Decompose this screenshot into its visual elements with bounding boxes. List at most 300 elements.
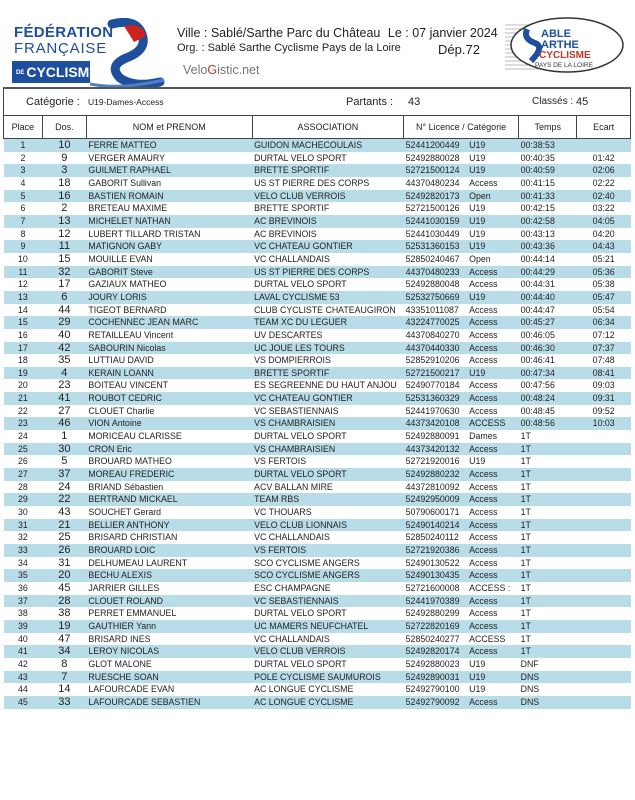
cell-time: 00:44:29 <box>519 266 577 279</box>
cell-rider-name: ROUBOT CEDRIC <box>86 392 252 405</box>
cell-gap: 01:42 <box>577 152 631 165</box>
cell-gap <box>577 455 631 468</box>
cell-association: ES SEGREENNE DU HAUT ANJOU <box>252 379 404 392</box>
cell-category: Access <box>467 531 518 544</box>
table-row <box>4 595 631 608</box>
cell-place: 9 <box>4 240 43 253</box>
cell-time: 1T <box>519 645 577 658</box>
classes-value: 45 <box>576 96 589 108</box>
cell-dossard: 41 <box>42 392 86 405</box>
cell-licence: 52721920386 <box>404 544 468 557</box>
cell-association: DURTAL VELO SPORT <box>252 430 404 443</box>
cell-category: U19 <box>467 202 518 215</box>
cell-gap <box>577 645 631 658</box>
table-row <box>4 354 631 367</box>
partants-value: 43 <box>408 96 421 108</box>
cell-rider-name: LAFOURCADE SEBASTIEN <box>86 696 252 709</box>
cell-place: 40 <box>4 633 43 646</box>
cell-association: VS CHAMBRAISIEN <box>252 443 404 456</box>
cell-rider-name: LUTTIAU DAVID <box>86 354 252 367</box>
cell-time: 1T <box>519 595 577 608</box>
categorie-label: Catégorie : <box>26 96 80 108</box>
cell-place: 21 <box>4 392 43 405</box>
cell-time: 00:44:47 <box>519 304 577 317</box>
col-association: ASSOCIATION <box>252 116 404 139</box>
cell-time: 1T <box>519 582 577 595</box>
ffc-logo-prefix: DE <box>16 70 25 77</box>
cell-rider-name: BROUARD MATHEO <box>86 455 252 468</box>
cell-gap <box>577 481 631 494</box>
cell-association: BRETTE SPORTIF <box>252 367 404 380</box>
cell-time: 1T <box>519 544 577 557</box>
cell-time: 00:40:35 <box>519 152 577 165</box>
cell-licence: 44370480233 <box>404 266 468 279</box>
cell-association: VC SEBASTIENNAIS <box>252 595 404 608</box>
cell-licence: 50790600171 <box>404 506 468 519</box>
cell-gap: 05:36 <box>577 266 631 279</box>
velogistic-pre: Velo <box>183 63 208 77</box>
col-dossard: Dos. <box>42 116 86 139</box>
club-logo-line2: ARTHE <box>541 39 579 51</box>
cell-gap: 05:38 <box>577 278 631 291</box>
club-logo-line3: CYCLISME <box>539 50 591 61</box>
cell-time: 1T <box>519 506 577 519</box>
cell-dossard: 24 <box>42 481 86 494</box>
cell-time: 00:40:59 <box>519 164 577 177</box>
cell-dossard: 15 <box>42 253 86 266</box>
cell-place: 10 <box>4 253 43 266</box>
cell-gap: 07:12 <box>577 329 631 342</box>
cell-rider-name: TIGEOT BERNARD <box>86 304 252 317</box>
cell-association: DURTAL VELO SPORT <box>252 152 404 165</box>
cell-licence: 44373420132 <box>404 443 468 456</box>
categorie-value: U19-Dames-Access <box>88 97 164 107</box>
cell-dossard: 46 <box>42 417 86 430</box>
cell-time: 1T <box>519 481 577 494</box>
cell-dossard: 45 <box>42 582 86 595</box>
table-row <box>4 152 631 165</box>
table-row <box>4 493 631 506</box>
cell-rider-name: GAZIAUX MATHEO <box>86 278 252 291</box>
cell-dossard: 10 <box>42 139 86 152</box>
ffc-logo-line3: CYCLISME <box>26 64 99 80</box>
cell-category: Access <box>467 519 518 532</box>
cell-place: 35 <box>4 569 43 582</box>
cell-rider-name: DELHUMEAU LAURENT <box>86 557 252 570</box>
cell-category: Access <box>467 696 518 709</box>
cell-place: 7 <box>4 215 43 228</box>
cell-place: 27 <box>4 468 43 481</box>
cell-licence: 52721500124 <box>404 164 468 177</box>
cell-time: 1T <box>519 607 577 620</box>
cell-association: AC LONGUE CYCLISME <box>252 683 404 696</box>
table-row <box>4 531 631 544</box>
cell-dossard: 2 <box>42 202 86 215</box>
cell-rider-name: BROUARD LOIC <box>86 544 252 557</box>
col-ecart: Ecart <box>577 116 631 139</box>
table-row <box>4 164 631 177</box>
cell-time: 00:46:30 <box>519 342 577 355</box>
cell-licence: 52721920016 <box>404 455 468 468</box>
cell-category: Access <box>467 493 518 506</box>
cell-rider-name: JARRIER GILLES <box>86 582 252 595</box>
cell-association: VC CHALLANDAIS <box>252 253 404 266</box>
cell-time: 00:41:15 <box>519 177 577 190</box>
table-row <box>4 215 631 228</box>
cell-time: 00:44:40 <box>519 291 577 304</box>
cell-dossard: 38 <box>42 607 86 620</box>
cell-category: Access <box>467 316 518 329</box>
cell-time: 00:45:27 <box>519 316 577 329</box>
cell-place: 11 <box>4 266 43 279</box>
cell-licence: 52492880048 <box>404 278 468 291</box>
results-body <box>4 139 631 709</box>
cell-category: U19 <box>467 671 518 684</box>
cell-time: 00:43:13 <box>519 228 577 241</box>
table-row <box>4 683 631 696</box>
table-row <box>4 304 631 317</box>
ffc-logo-line1: FÉDÉRATION <box>14 24 114 41</box>
cell-rider-name: BERTRAND MICKAEL <box>86 493 252 506</box>
cell-gap <box>577 607 631 620</box>
cell-category: Access <box>467 481 518 494</box>
cell-association: DURTAL VELO SPORT <box>252 278 404 291</box>
cell-category: Access <box>467 569 518 582</box>
cell-place: 28 <box>4 481 43 494</box>
table-row <box>4 190 631 203</box>
cell-place: 5 <box>4 190 43 203</box>
cell-time: 00:42:58 <box>519 215 577 228</box>
cell-place: 6 <box>4 202 43 215</box>
cell-category: Access <box>467 392 518 405</box>
cell-category: Access <box>467 354 518 367</box>
cell-category: U19 <box>467 658 518 671</box>
cell-licence: 52531360329 <box>404 392 468 405</box>
cell-association: US ST PIERRE DES CORPS <box>252 266 404 279</box>
cell-dossard: 34 <box>42 645 86 658</box>
cell-rider-name: BRIAND Sébastien <box>86 481 252 494</box>
cell-category: U19 <box>467 455 518 468</box>
cell-place: 42 <box>4 658 43 671</box>
cell-category: Access <box>467 329 518 342</box>
cell-licence: 52490130435 <box>404 569 468 582</box>
cell-place: 22 <box>4 405 43 418</box>
cell-licence: 52850240467 <box>404 253 468 266</box>
cell-time: 00:44:14 <box>519 253 577 266</box>
cell-dossard: 37 <box>42 468 86 481</box>
cell-dossard: 1 <box>42 430 86 443</box>
cell-licence: 52492820174 <box>404 645 468 658</box>
cell-licence: 52721500126 <box>404 202 468 215</box>
table-row <box>4 582 631 595</box>
cell-category: ACCESS <box>467 417 518 430</box>
cell-association: VS CHAMBRAISIEN <box>252 417 404 430</box>
cell-category: Access <box>467 443 518 456</box>
table-row <box>4 544 631 557</box>
cell-licence: 44373420108 <box>404 417 468 430</box>
ffc-swoosh-icon <box>90 18 166 90</box>
cell-category: U19 <box>467 228 518 241</box>
cell-gap: 07:37 <box>577 342 631 355</box>
cell-place: 12 <box>4 278 43 291</box>
cell-time: 1T <box>519 557 577 570</box>
cell-dossard: 44 <box>42 304 86 317</box>
cell-time: 1T <box>519 443 577 456</box>
cell-category: U19 <box>467 215 518 228</box>
cell-category: Access <box>467 645 518 658</box>
cell-rider-name: COCHENNEC JEAN MARC <box>86 316 252 329</box>
cell-association: VS FERTOIS <box>252 455 404 468</box>
table-row <box>4 468 631 481</box>
cell-licence: 52492880023 <box>404 658 468 671</box>
cell-rider-name: MOREAU FREDERIC <box>86 468 252 481</box>
cell-licence: 44370480234 <box>404 177 468 190</box>
cell-gap: 03:22 <box>577 202 631 215</box>
cell-place: 32 <box>4 531 43 544</box>
cell-place: 13 <box>4 291 43 304</box>
cell-rider-name: KERAIN LOANN <box>86 367 252 380</box>
cell-licence: 52492890031 <box>404 671 468 684</box>
cell-time: 00:47:34 <box>519 367 577 380</box>
cell-dossard: 42 <box>42 342 86 355</box>
table-row <box>4 569 631 582</box>
club-logo <box>505 15 625 77</box>
cell-rider-name: RUESCHE SOAN <box>86 671 252 684</box>
cell-dossard: 40 <box>42 329 86 342</box>
velogistic-post: istic.net <box>217 63 260 77</box>
table-row <box>4 291 631 304</box>
cell-gap <box>577 658 631 671</box>
cell-association: VC THOUARS <box>252 506 404 519</box>
cell-category: Access <box>467 379 518 392</box>
cell-licence: 52441200449 <box>404 139 468 152</box>
cell-dossard: 26 <box>42 544 86 557</box>
cell-association: VC CHALLANDAIS <box>252 633 404 646</box>
cell-dossard: 22 <box>42 493 86 506</box>
cell-category: Access <box>467 557 518 570</box>
cell-rider-name: GLOT MALONE <box>86 658 252 671</box>
table-row <box>4 405 631 418</box>
cell-gap <box>577 506 631 519</box>
cell-gap: 02:06 <box>577 164 631 177</box>
cell-association: VELO CLUB VERROIS <box>252 190 404 203</box>
cell-time: 1T <box>519 455 577 468</box>
cell-time: 00:42:15 <box>519 202 577 215</box>
cell-place: 18 <box>4 354 43 367</box>
cell-category: U19 <box>467 139 518 152</box>
cell-association: UV DESCARTES <box>252 329 404 342</box>
cell-licence: 52490770184 <box>404 379 468 392</box>
departement: Dép.72 <box>438 42 480 57</box>
cell-rider-name: VERGER AMAURY <box>86 152 252 165</box>
cell-association: AC BREVINOIS <box>252 228 404 241</box>
cell-licence: 52492790092 <box>404 696 468 709</box>
cell-gap <box>577 569 631 582</box>
cell-category: U19 <box>467 367 518 380</box>
cell-dossard: 7 <box>42 671 86 684</box>
cell-category: Access <box>467 304 518 317</box>
cell-association: ESC CHAMPAGNE <box>252 582 404 595</box>
cell-rider-name: BOITEAU VINCENT <box>86 379 252 392</box>
cell-association: DURTAL VELO SPORT <box>252 468 404 481</box>
cell-licence: 52852910206 <box>404 354 468 367</box>
table-row <box>4 379 631 392</box>
cell-category: Access <box>467 607 518 620</box>
table-row <box>4 316 631 329</box>
cell-association: VELO CLUB VERROIS <box>252 645 404 658</box>
cell-association: TEAM XC DU LEGUER <box>252 316 404 329</box>
cell-place: 30 <box>4 506 43 519</box>
cell-association: VC CHATEAU GONTIER <box>252 240 404 253</box>
cell-association: AC LONGUE CYCLISME <box>252 696 404 709</box>
cell-rider-name: MICHELET NATHAN <box>86 215 252 228</box>
classes-label: Classés : <box>532 96 574 107</box>
cell-place: 16 <box>4 329 43 342</box>
cell-dossard: 23 <box>42 379 86 392</box>
ffc-logo-bar <box>12 61 99 83</box>
cell-gap: 05:54 <box>577 304 631 317</box>
cell-licence: 52492880232 <box>404 468 468 481</box>
cell-time: 00:43:36 <box>519 240 577 253</box>
table-row <box>4 645 631 658</box>
cell-rider-name: MATIGNON GABY <box>86 240 252 253</box>
cell-gap <box>577 468 631 481</box>
table-row <box>4 607 631 620</box>
cell-rider-name: LAFOURCADE EVAN <box>86 683 252 696</box>
cell-rider-name: MOUILLE EVAN <box>86 253 252 266</box>
cell-time: 1T <box>519 430 577 443</box>
cell-dossard: 17 <box>42 278 86 291</box>
cell-rider-name: GAUTHIER Yann <box>86 620 252 633</box>
cell-gap: 02:40 <box>577 190 631 203</box>
cell-licence: 52441970389 <box>404 595 468 608</box>
cell-gap: 04:05 <box>577 215 631 228</box>
table-row <box>4 329 631 342</box>
cell-gap <box>577 531 631 544</box>
cell-gap: 09:52 <box>577 405 631 418</box>
table-row <box>4 228 631 241</box>
cell-licence: 52492880299 <box>404 607 468 620</box>
cell-category: Access <box>467 506 518 519</box>
cell-licence: 43351011087 <box>404 304 468 317</box>
results-table <box>3 115 631 709</box>
ffc-logo <box>6 10 164 84</box>
cell-place: 23 <box>4 417 43 430</box>
cell-association: US ST PIERRE DES CORPS <box>252 177 404 190</box>
cell-rider-name: BRETEAU MAXIME <box>86 202 252 215</box>
cell-place: 2 <box>4 152 43 165</box>
table-row <box>4 658 631 671</box>
cell-licence: 52531360153 <box>404 240 468 253</box>
table-row <box>4 342 631 355</box>
cell-time: 00:41:33 <box>519 190 577 203</box>
cell-association: DURTAL VELO SPORT <box>252 658 404 671</box>
cell-time: 00:38:53 <box>519 139 577 152</box>
cell-licence: 52492820173 <box>404 190 468 203</box>
cell-gap <box>577 696 631 709</box>
table-row <box>4 278 631 291</box>
cell-licence: 44370840270 <box>404 329 468 342</box>
cell-rider-name: RETAILLEAU Vincent <box>86 329 252 342</box>
cell-rider-name: CLOUET ROLAND <box>86 595 252 608</box>
cell-gap: 09:03 <box>577 379 631 392</box>
date-value: 07 janvier 2024 <box>412 26 498 40</box>
cell-rider-name: GABORIT Sullivan <box>86 177 252 190</box>
cell-rider-name: PERRET EMMANUEL <box>86 607 252 620</box>
cell-dossard: 20 <box>42 569 86 582</box>
cell-gap <box>577 544 631 557</box>
cell-dossard: 27 <box>42 405 86 418</box>
cell-rider-name: CLOUET Charlie <box>86 405 252 418</box>
cell-time: 1T <box>519 519 577 532</box>
cell-association: CLUB CYCLISTE CHATEAUGIRON <box>252 304 404 317</box>
club-logo-line4: PAYS DE LA LOIRE <box>535 62 593 69</box>
cell-rider-name: BECHU ALEXIS <box>86 569 252 582</box>
cell-association: VC SEBASTIENNAIS <box>252 405 404 418</box>
velogistic-g: G <box>207 63 218 77</box>
cell-gap <box>577 633 631 646</box>
cell-time: DNS <box>519 683 577 696</box>
cell-place: 15 <box>4 316 43 329</box>
cell-dossard: 30 <box>42 443 86 456</box>
cell-rider-name: FERRE MATTEO <box>86 139 252 152</box>
cell-rider-name: MORICEAU CLARISSE <box>86 430 252 443</box>
cell-time: 1T <box>519 468 577 481</box>
table-row <box>4 671 631 684</box>
cell-category: Access <box>467 544 518 557</box>
cell-dossard: 4 <box>42 367 86 380</box>
cell-category: ACCESS : <box>467 582 518 595</box>
cell-rider-name: SOUCHET Gerard <box>86 506 252 519</box>
cell-licence: 52850240277 <box>404 633 468 646</box>
cell-category: U19 <box>467 152 518 165</box>
cell-gap <box>577 557 631 570</box>
cell-place: 3 <box>4 164 43 177</box>
cell-licence: 52490140214 <box>404 519 468 532</box>
table-row <box>4 481 631 494</box>
cell-gap <box>577 671 631 684</box>
cell-licence: 52722820169 <box>404 620 468 633</box>
cell-category: Dames <box>467 430 518 443</box>
col-name: NOM et PRENOM <box>86 116 252 139</box>
cell-category: ACCESS <box>467 633 518 646</box>
cell-licence: 44370440330 <box>404 342 468 355</box>
table-row <box>4 266 631 279</box>
cell-category: Access <box>467 620 518 633</box>
table-row <box>4 253 631 266</box>
table-row <box>4 202 631 215</box>
cell-dossard: 5 <box>42 455 86 468</box>
cell-place: 4 <box>4 177 43 190</box>
cell-gap <box>577 620 631 633</box>
cell-time: 00:48:45 <box>519 405 577 418</box>
cell-association: VC CHALLANDAIS <box>252 531 404 544</box>
cell-time: DNS <box>519 671 577 684</box>
cell-association: GUIDON MACHECOULAIS <box>252 139 404 152</box>
cell-place: 36 <box>4 582 43 595</box>
cell-time: 1T <box>519 531 577 544</box>
cell-gap: 08:41 <box>577 367 631 380</box>
cell-rider-name: VION Antoine <box>86 417 252 430</box>
cell-licence: 52441030159 <box>404 215 468 228</box>
cell-licence: 52490130522 <box>404 557 468 570</box>
cell-rider-name: CRON Eric <box>86 443 252 456</box>
cell-association: UC MAMERS NEUFCHATEL <box>252 620 404 633</box>
cell-category: Open <box>467 190 518 203</box>
cell-dossard: 29 <box>42 316 86 329</box>
cell-place: 26 <box>4 455 43 468</box>
table-row <box>4 177 631 190</box>
